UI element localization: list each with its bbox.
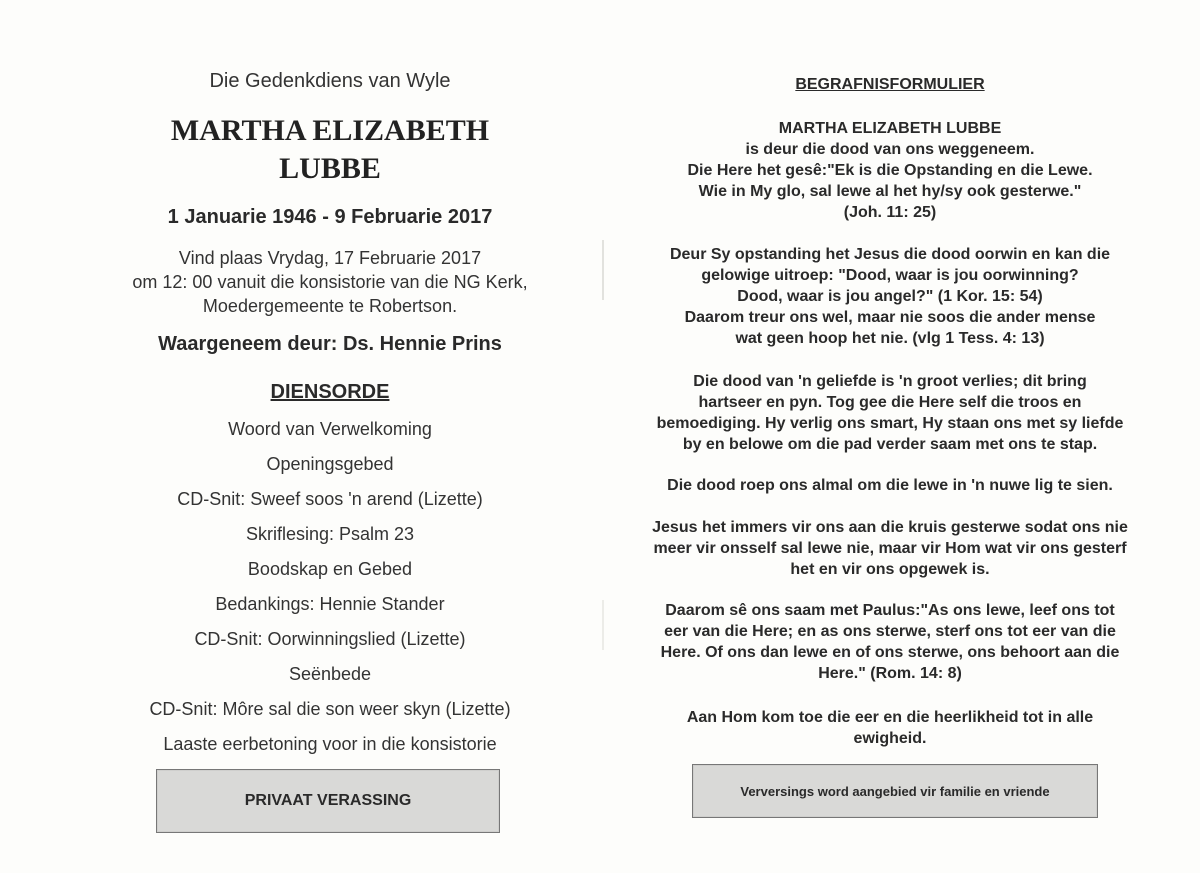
liturgy-line: (Joh. 11: 25) [843,204,937,221]
liturgy-line: wat geen hoop het nie. (vlg 1 Tess. 4: 13) [735,330,1045,347]
venue-line: Moedergemeente te Robertson. [202,296,458,316]
list-item: Openingsgebed [266,454,394,474]
order-of-service-list [60,418,600,768]
liturgy-line: meer vir onsself sal lewe nie, maar vir Hom wat vir ons gesterf [653,540,1127,557]
intro-text: Die Gedenkdiens van Wyle [209,70,451,92]
liturgy-paragraph [600,707,1180,749]
liturgy-line: hartseer en pyn. Tog gee die Here self die troos en [698,394,1082,411]
liturgy-paragraph [600,475,1180,496]
liturgy-paragraph [600,371,1180,455]
funeral-liturgy-heading: BEGRAFNISFORMULIER [795,76,985,93]
liturgy-line: Aan Hom kom toe die eer en die heerlikheid tot in alle [686,709,1094,726]
name-line-2: LUBBE [279,152,381,185]
list-item: Bedankings: Hennie Stander [215,594,445,614]
list-item: Seënbede [288,664,372,684]
liturgy-paragraph [600,517,1180,580]
venue-line: om 12: 00 vanuit die konsistorie van die NG Kerk, [132,272,528,292]
name-line-1: MARTHA ELIZABETH [170,114,490,147]
refreshments-box: Verversings word aangebied vir familie en vriende [692,764,1098,818]
liturgy-line: Here." (Rom. 14: 8) [818,665,962,682]
private-cremation-box: PRIVAAT VERASSING [156,769,500,833]
list-item: Laaste eerbetoning voor in die konsistorie [163,734,497,754]
list-item: Skriflesing: Psalm 23 [245,524,415,544]
deceased-name [60,112,600,188]
liturgy-line: Die dood van 'n geliefde is 'n groot verlies; dit bring [693,373,1087,390]
life-dates: 1 Januarie 1946 - 9 Februarie 2017 [167,206,493,228]
list-item: CD-Snit: Môre sal die son weer skyn (Lizette) [149,699,511,719]
liturgy-paragraph [600,600,1180,684]
liturgy-line: Here. Of ons dan lewe en of ons sterwe, ons behoort aan die [660,644,1120,661]
liturgy-line: Daarom sê ons saam met Paulus:"As ons lewe, leef ons tot [665,602,1115,619]
liturgy-line: is deur die dood van ons weggeneem. [745,141,1035,158]
list-item: CD-Snit: Oorwinningslied (Lizette) [194,629,466,649]
liturgy-line: Jesus het immers vir ons aan die kruis gesterwe sodat ons nie [652,519,1128,536]
liturgy-line: Deur Sy opstanding het Jesus die dood oorwin en kan die [669,246,1111,263]
list-item: Boodskap en Gebed [247,559,413,579]
liturgy-line: Die Here het gesê:"Ek is die Opstanding en die Lewe. [687,162,1093,179]
officiant: Waargeneem deur: Ds. Hennie Prins [158,333,502,355]
venue-line: Vind plaas Vrydag, 17 Februarie 2017 [178,248,482,268]
venue-details [60,246,600,318]
liturgy-line: bemoediging. Hy verlig ons smart, Hy staan ons met sy liefde [656,415,1124,432]
liturgy-line: Daarom treur ons wel, maar nie soos die ander mense [684,309,1096,326]
liturgy-line: MARTHA ELIZABETH LUBBE [778,120,1002,137]
liturgy-line: gelowige uitroep: "Dood, waar is jou oorwinning? [701,267,1079,284]
liturgy-line: Wie in My glo, sal lewe al het hy/sy ook gesterwe." [698,183,1082,200]
liturgy-paragraph [600,244,1180,349]
liturgy-line: Dood, waar is jou angel?" (1 Kor. 15: 54) [737,288,1043,305]
liturgy-line: eer van die Here; en as ons sterwe, sterf ons tot eer van die [664,623,1116,640]
liturgy-line: het en vir ons opgewek is. [790,561,990,578]
list-item: CD-Snit: Sweef soos 'n arend (Lizette) [177,489,483,509]
list-item: Woord van Verwelkoming [228,419,432,439]
liturgy-paragraph [600,118,1180,223]
liturgy-line: by en belowe om die pad verder saam met ons te stap. [682,436,1098,453]
order-of-service-heading: DIENSORDE [270,381,390,403]
liturgy-line: Die dood roep ons almal om die lewe in 'n nuwe lig te sien. [667,477,1113,494]
liturgy-line: ewigheid. [853,730,927,747]
